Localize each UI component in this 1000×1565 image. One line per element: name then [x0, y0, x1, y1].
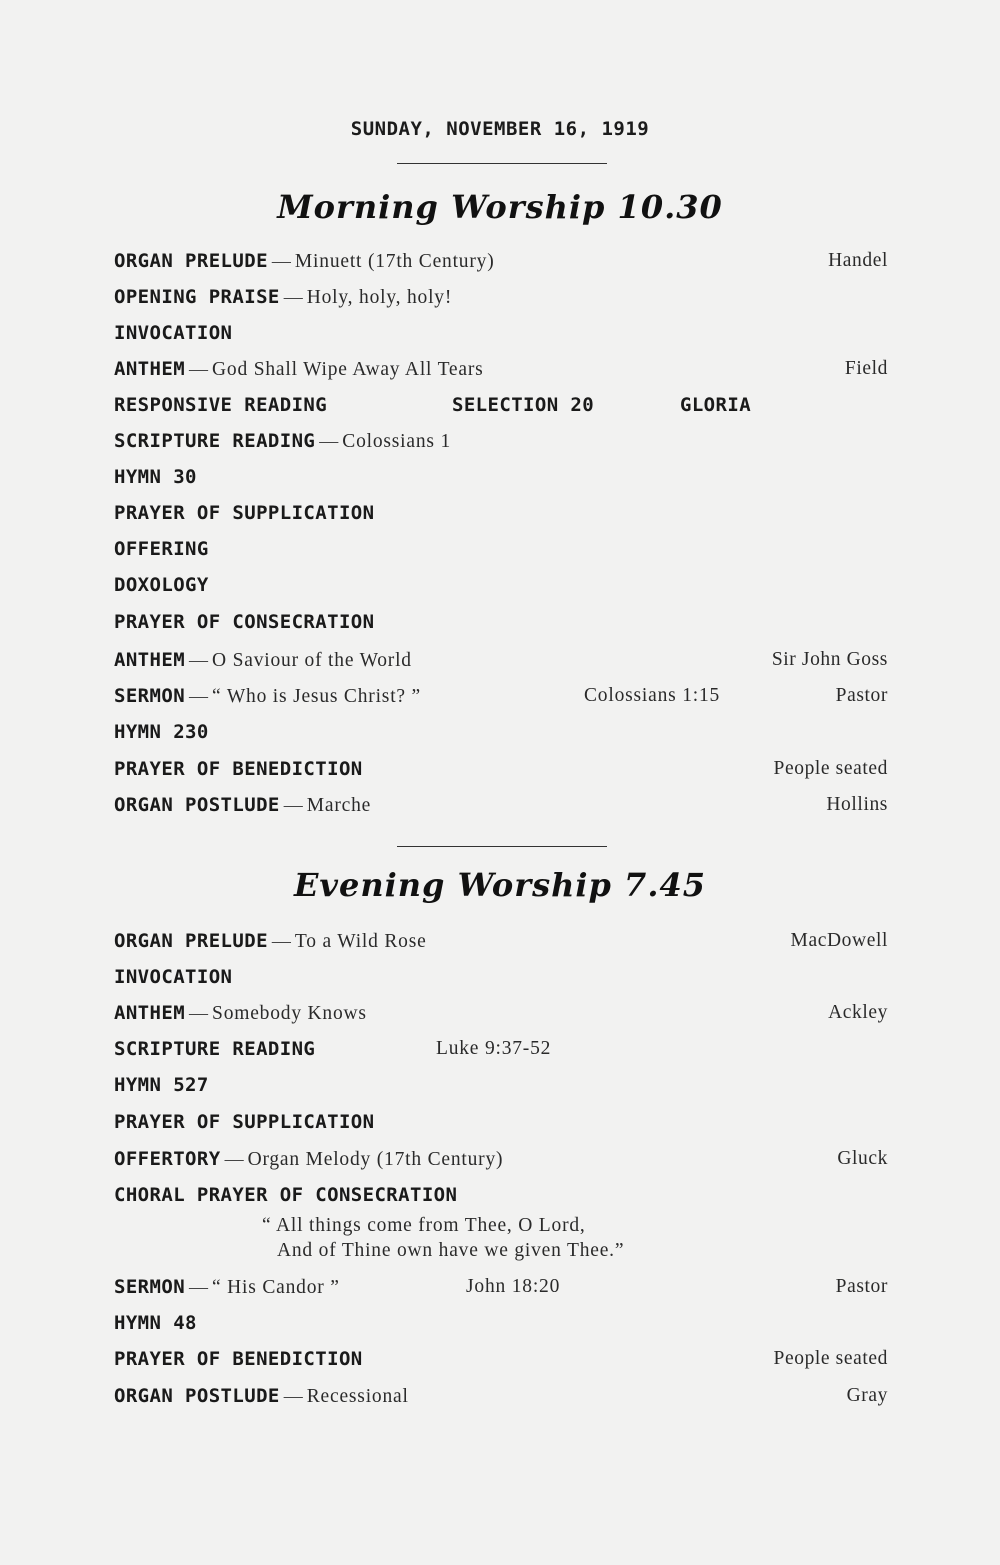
dash: —: [271, 251, 291, 272]
dash: —: [283, 287, 303, 308]
dash: —: [283, 795, 303, 816]
item-composer: Gray: [846, 1385, 888, 1406]
dash: —: [189, 686, 209, 707]
evening-item-invocation: [114, 966, 888, 996]
dash: —: [224, 1149, 244, 1170]
morning-item-organ-prelude: [114, 250, 888, 280]
item-label: DOXOLOGY: [114, 574, 209, 596]
evening-item-organ-prelude: [114, 930, 888, 960]
item-label: PRAYER OF BENEDICTION: [114, 1348, 363, 1370]
item-label: ANTHEM: [114, 358, 186, 380]
dash: —: [189, 1003, 209, 1024]
morning-item-anthem-2: [114, 649, 888, 679]
item-composer: Handel: [828, 250, 888, 271]
item-composer: Field: [844, 358, 888, 379]
service-date: SUNDAY, NOVEMBER 16, 1919: [350, 118, 650, 140]
item-label: ORGAN PRELUDE: [114, 250, 268, 272]
evening-item-scripture-reading: [114, 1038, 888, 1068]
item-composer: Ackley: [828, 1002, 888, 1023]
dash: —: [189, 359, 209, 380]
item-label: HYMN 48: [114, 1312, 197, 1334]
divider-top: [397, 163, 607, 164]
item-composer: Sir John Goss: [771, 649, 888, 670]
item-label: SERMON: [114, 685, 186, 707]
item-label: HYMN 527: [114, 1074, 209, 1096]
morning-item-sermon: [114, 685, 888, 715]
item-detail: Recessional: [306, 1386, 409, 1407]
item-label: ORGAN POSTLUDE: [114, 794, 280, 816]
item-label: OFFERING: [114, 538, 209, 560]
item-preacher: Pastor: [835, 685, 888, 706]
evening-item-choral-prayer: [114, 1184, 888, 1214]
item-detail: Organ Melody (17th Century): [247, 1149, 504, 1170]
sermon-scripture: John 18:20: [466, 1276, 561, 1297]
item-label: ANTHEM: [114, 649, 186, 671]
item-label: HYMN 30: [114, 466, 197, 488]
item-label: ANTHEM: [114, 1002, 186, 1024]
item-detail: Minuett (17th Century): [294, 251, 495, 272]
dash: —: [283, 1386, 303, 1407]
morning-item-organ-postlude: [114, 794, 888, 824]
item-label: OFFERTORY: [114, 1148, 221, 1170]
morning-item-hymn-230: [114, 721, 888, 751]
morning-item-opening-praise: [114, 286, 888, 316]
item-composer: Hollins: [826, 794, 888, 815]
item-label: PRAYER OF SUPPLICATION: [114, 502, 375, 524]
item-label: CHORAL PRAYER OF CONSECRATION: [114, 1184, 458, 1206]
evening-item-anthem: [114, 1002, 888, 1032]
item-label: PRAYER OF CONSECRATION: [114, 611, 375, 633]
dash: —: [189, 650, 209, 671]
item-selection: SELECTION 20: [452, 394, 595, 416]
choral-prayer-line-1: “ All things come from Thee, O Lord,: [262, 1215, 586, 1236]
item-label: RESPONSIVE READING: [114, 394, 328, 416]
morning-worship-title: Morning Worship 10.30: [277, 188, 723, 226]
evening-item-hymn-48: [114, 1312, 888, 1342]
item-label: HYMN 230: [114, 721, 209, 743]
item-label: SCRIPTURE READING: [114, 1038, 316, 1060]
item-gloria: GLORIA: [680, 394, 752, 416]
morning-item-doxology: [114, 574, 888, 604]
item-composer: Gluck: [837, 1148, 888, 1169]
dash: —: [319, 431, 339, 452]
sermon-scripture: Colossians 1:15: [584, 685, 721, 706]
item-composer: MacDowell: [790, 930, 888, 951]
morning-item-prayer-consecration: [114, 611, 888, 641]
item-label: PRAYER OF BENEDICTION: [114, 758, 363, 780]
item-label: SCRIPTURE READING: [114, 430, 316, 452]
morning-item-offering: [114, 538, 888, 568]
choral-prayer-line-2: And of Thine own have we given Thee.”: [277, 1240, 625, 1261]
item-detail: Holy, holy, holy!: [306, 287, 453, 308]
morning-item-hymn-30: [114, 466, 888, 496]
evening-item-benediction: [114, 1348, 888, 1378]
morning-item-invocation: [114, 322, 888, 352]
evening-item-prayer-supplication: [114, 1111, 888, 1141]
evening-item-sermon: [114, 1276, 888, 1306]
scripture-reference: Luke 9:37-52: [436, 1038, 552, 1059]
evening-item-organ-postlude: [114, 1385, 888, 1415]
item-label: OPENING PRAISE: [114, 286, 280, 308]
item-detail: God Shall Wipe Away All Tears: [212, 359, 484, 380]
morning-item-benediction: [114, 758, 888, 788]
item-label: SERMON: [114, 1276, 186, 1298]
divider-middle: [397, 846, 607, 847]
evening-worship-title: Evening Worship 7.45: [294, 866, 706, 904]
item-label: ORGAN PRELUDE: [114, 930, 268, 952]
item-label: ORGAN POSTLUDE: [114, 1385, 280, 1407]
item-note: People seated: [773, 758, 888, 779]
dash: —: [189, 1277, 209, 1298]
morning-item-scripture-reading: [114, 430, 888, 460]
item-detail: O Saviour of the World: [212, 650, 412, 671]
item-detail: Somebody Knows: [212, 1003, 367, 1024]
sermon-title: “ Who is Jesus Christ? ”: [212, 686, 421, 707]
item-detail: Marche: [306, 795, 372, 816]
item-label: INVOCATION: [114, 322, 233, 344]
item-note: People seated: [773, 1348, 888, 1369]
dash: —: [271, 931, 291, 952]
morning-item-responsive-reading: [114, 394, 888, 424]
item-label: PRAYER OF SUPPLICATION: [114, 1111, 375, 1133]
item-preacher: Pastor: [835, 1276, 888, 1297]
morning-item-prayer-supplication: [114, 502, 888, 532]
evening-item-offertory: [114, 1148, 888, 1178]
item-detail: To a Wild Rose: [294, 931, 427, 952]
item-label: INVOCATION: [114, 966, 233, 988]
sermon-title: “ His Candor ”: [212, 1277, 340, 1298]
morning-item-anthem-1: [114, 358, 888, 388]
evening-item-hymn-527: [114, 1074, 888, 1104]
item-detail: Colossians 1: [342, 431, 452, 452]
